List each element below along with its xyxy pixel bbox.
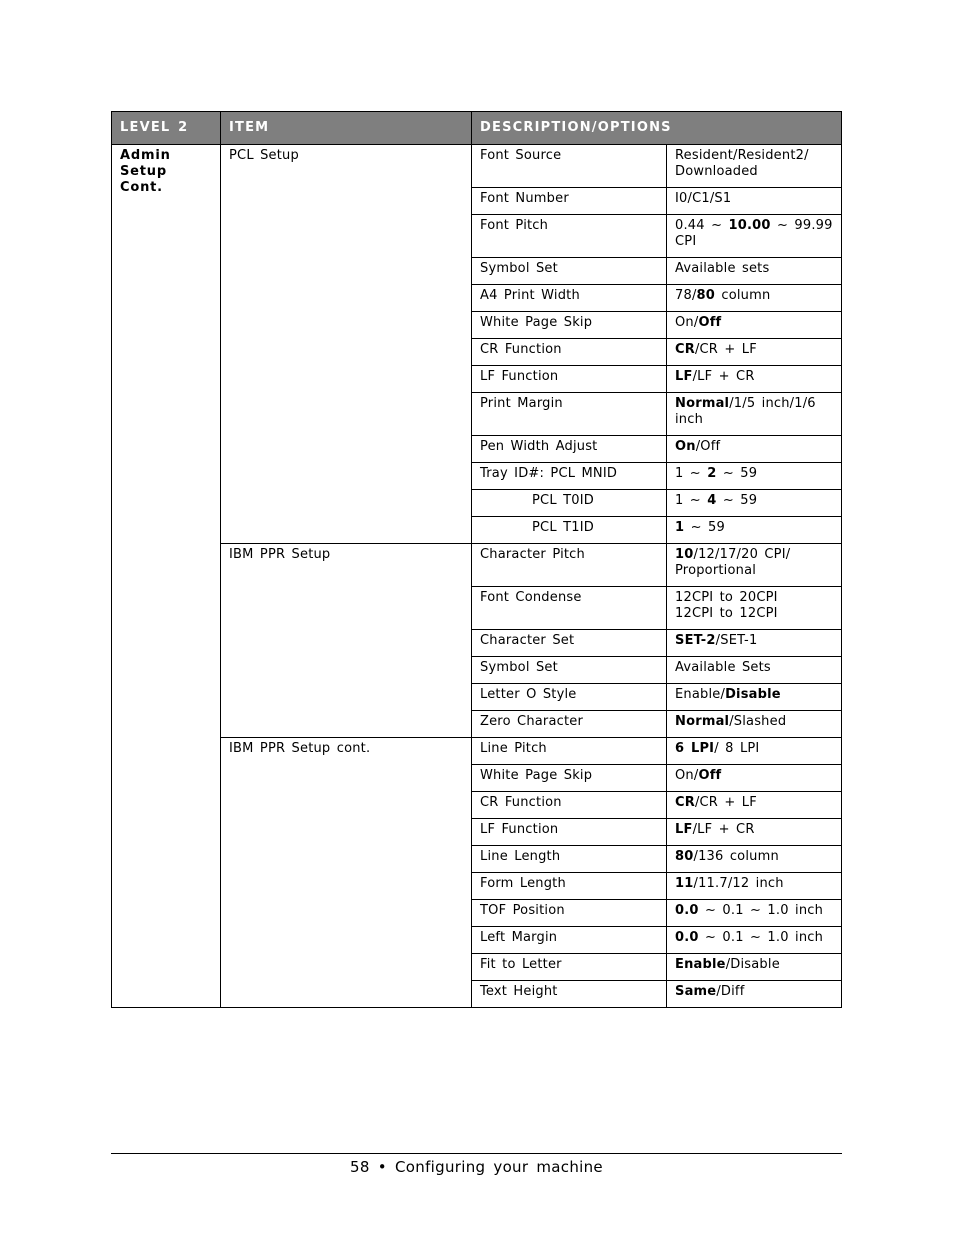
option-text: ~ 59	[716, 493, 758, 508]
setting-name: Font Source	[472, 145, 667, 188]
setting-options	[667, 587, 842, 630]
option-text: ~ 59	[684, 520, 725, 535]
footer-divider	[111, 1153, 842, 1154]
option-text: /11.7/12 inch	[693, 876, 784, 891]
default-option: 6 LPI	[675, 741, 715, 756]
option-text: /1/5 inch/1/6 inch	[675, 396, 816, 427]
header-item: ITEM	[221, 112, 472, 145]
setting-name: Zero Character	[472, 711, 667, 738]
setting-name: Font Number	[472, 188, 667, 215]
default-option: LF	[675, 822, 693, 837]
setting-options	[667, 738, 842, 765]
default-option: 11	[675, 876, 694, 891]
option-text: 1 ~	[675, 466, 708, 481]
level-2-label: Setup Cont.	[120, 164, 167, 195]
setting-name: Letter O Style	[472, 684, 667, 711]
default-option: 0.0	[675, 930, 699, 945]
default-option: CR	[675, 795, 695, 810]
setting-name: Line Length	[472, 846, 667, 873]
option-text: 78/	[675, 288, 697, 303]
item-cell: IBM PPR Setup cont.	[221, 738, 472, 1008]
default-option: Enable	[675, 957, 726, 972]
default-option: SET-2	[675, 633, 716, 648]
option-text: /Diff	[716, 984, 745, 999]
table-header-row	[112, 112, 842, 145]
setting-options	[667, 873, 842, 900]
setting-options	[667, 393, 842, 436]
option-text: On/	[675, 768, 699, 783]
setting-name: LF Function	[472, 366, 667, 393]
setting-options	[667, 846, 842, 873]
table-row	[112, 145, 842, 188]
option-text: Available Sets	[675, 660, 771, 675]
table-body	[112, 145, 842, 1008]
setting-name: Fit to Letter	[472, 954, 667, 981]
setting-name: Line Pitch	[472, 738, 667, 765]
option-text: /Disable	[725, 957, 780, 972]
setting-options	[667, 188, 842, 215]
option-text: /CR + LF	[694, 342, 757, 357]
option-text: ~ 59	[716, 466, 758, 481]
default-option: On	[675, 439, 696, 454]
default-option: 4	[707, 493, 717, 508]
setting-name: CR Function	[472, 339, 667, 366]
default-option: 10	[675, 547, 694, 562]
setting-name: Text Height	[472, 981, 667, 1008]
default-option: LF	[675, 369, 693, 384]
default-option: Same	[675, 984, 717, 999]
option-text: 0.44 ~	[675, 218, 729, 233]
option-text: ~ 0.1 ~ 1.0 inch	[698, 930, 824, 945]
setting-options	[667, 215, 842, 258]
option-text: /12/17/20 CPI/ Proportional	[675, 547, 791, 578]
setting-name: Character Pitch	[472, 544, 667, 587]
level-2-cell	[112, 145, 221, 1008]
setting-options	[667, 490, 842, 517]
default-option: 80	[696, 288, 716, 303]
level-2-label: Admin	[120, 148, 171, 163]
page-number: 58	[350, 1158, 370, 1176]
option-text: /SET-1	[715, 633, 758, 648]
setting-name: Print Margin	[472, 393, 667, 436]
setting-name: PCL T0ID	[472, 490, 667, 517]
option-text: / 8 LPI	[714, 741, 760, 756]
setting-name: Form Length	[472, 873, 667, 900]
setting-options	[667, 436, 842, 463]
header-description-options: DESCRIPTION/OPTIONS	[472, 112, 842, 145]
option-text: ~ 99.99 CPI	[675, 218, 833, 249]
default-option: Normal	[675, 714, 730, 729]
item-cell: PCL Setup	[221, 145, 472, 544]
setting-options	[667, 981, 842, 1008]
item-cell: IBM PPR Setup	[221, 544, 472, 738]
option-text: /LF + CR	[692, 822, 755, 837]
setting-options	[667, 285, 842, 312]
setting-options	[667, 765, 842, 792]
option-text: /136 column	[693, 849, 779, 864]
default-option: Disable	[725, 687, 781, 702]
setting-options	[667, 819, 842, 846]
setting-name: CR Function	[472, 792, 667, 819]
option-text: /Slashed	[729, 714, 787, 729]
setting-name: Symbol Set	[472, 258, 667, 285]
table-row	[112, 544, 842, 587]
option-text: On/	[675, 315, 699, 330]
default-option: 2	[707, 466, 717, 481]
setting-options	[667, 517, 842, 544]
default-option: 1	[675, 520, 685, 535]
option-text: Enable/	[675, 687, 726, 702]
setting-options	[667, 792, 842, 819]
setting-name: Font Pitch	[472, 215, 667, 258]
option-text: I0/C1/S1	[675, 191, 732, 206]
default-option: 10.00	[728, 218, 771, 233]
setting-name: Tray ID#: PCL MNID	[472, 463, 667, 490]
setting-name: Font Condense	[472, 587, 667, 630]
header-level-2: LEVEL 2	[112, 112, 221, 145]
option-text: column	[715, 288, 771, 303]
menu-settings-table	[111, 111, 842, 1008]
option-text: Available sets	[675, 261, 770, 276]
setting-options	[667, 630, 842, 657]
option-text: /CR + LF	[694, 795, 757, 810]
default-option: 0.0	[675, 903, 699, 918]
footer-separator: •	[377, 1158, 387, 1176]
setting-options	[667, 900, 842, 927]
setting-name: PCL T1ID	[472, 517, 667, 544]
setting-options	[667, 258, 842, 285]
setting-name: LF Function	[472, 819, 667, 846]
setting-options	[667, 657, 842, 684]
setting-name: TOF Position	[472, 900, 667, 927]
setting-name: Symbol Set	[472, 657, 667, 684]
setting-name: Pen Width Adjust	[472, 436, 667, 463]
setting-name: White Page Skip	[472, 765, 667, 792]
default-option: Off	[698, 768, 722, 783]
option-text: Resident/Resident2/ Downloaded	[675, 148, 809, 179]
setting-options	[667, 927, 842, 954]
table-row	[112, 738, 842, 765]
option-text: /Off	[695, 439, 721, 454]
option-text: 12CPI to 12CPI	[675, 606, 778, 621]
option-text: 12CPI to 20CPI	[675, 590, 778, 605]
setting-options	[667, 544, 842, 587]
setting-options	[667, 463, 842, 490]
default-option: Normal	[675, 396, 730, 411]
setting-options	[667, 711, 842, 738]
setting-options	[667, 684, 842, 711]
page-footer	[111, 1158, 842, 1176]
setting-name: White Page Skip	[472, 312, 667, 339]
option-text: /LF + CR	[692, 369, 755, 384]
setting-options	[667, 339, 842, 366]
setting-options	[667, 145, 842, 188]
option-text: ~ 0.1 ~ 1.0 inch	[698, 903, 824, 918]
default-option: CR	[675, 342, 695, 357]
chapter-title: Configuring your machine	[395, 1158, 603, 1176]
setting-name: Left Margin	[472, 927, 667, 954]
option-text: 1 ~	[675, 493, 708, 508]
setting-name: Character Set	[472, 630, 667, 657]
setting-options	[667, 954, 842, 981]
default-option: 80	[675, 849, 694, 864]
setting-options	[667, 366, 842, 393]
default-option: Off	[698, 315, 722, 330]
setting-options	[667, 312, 842, 339]
setting-name: A4 Print Width	[472, 285, 667, 312]
